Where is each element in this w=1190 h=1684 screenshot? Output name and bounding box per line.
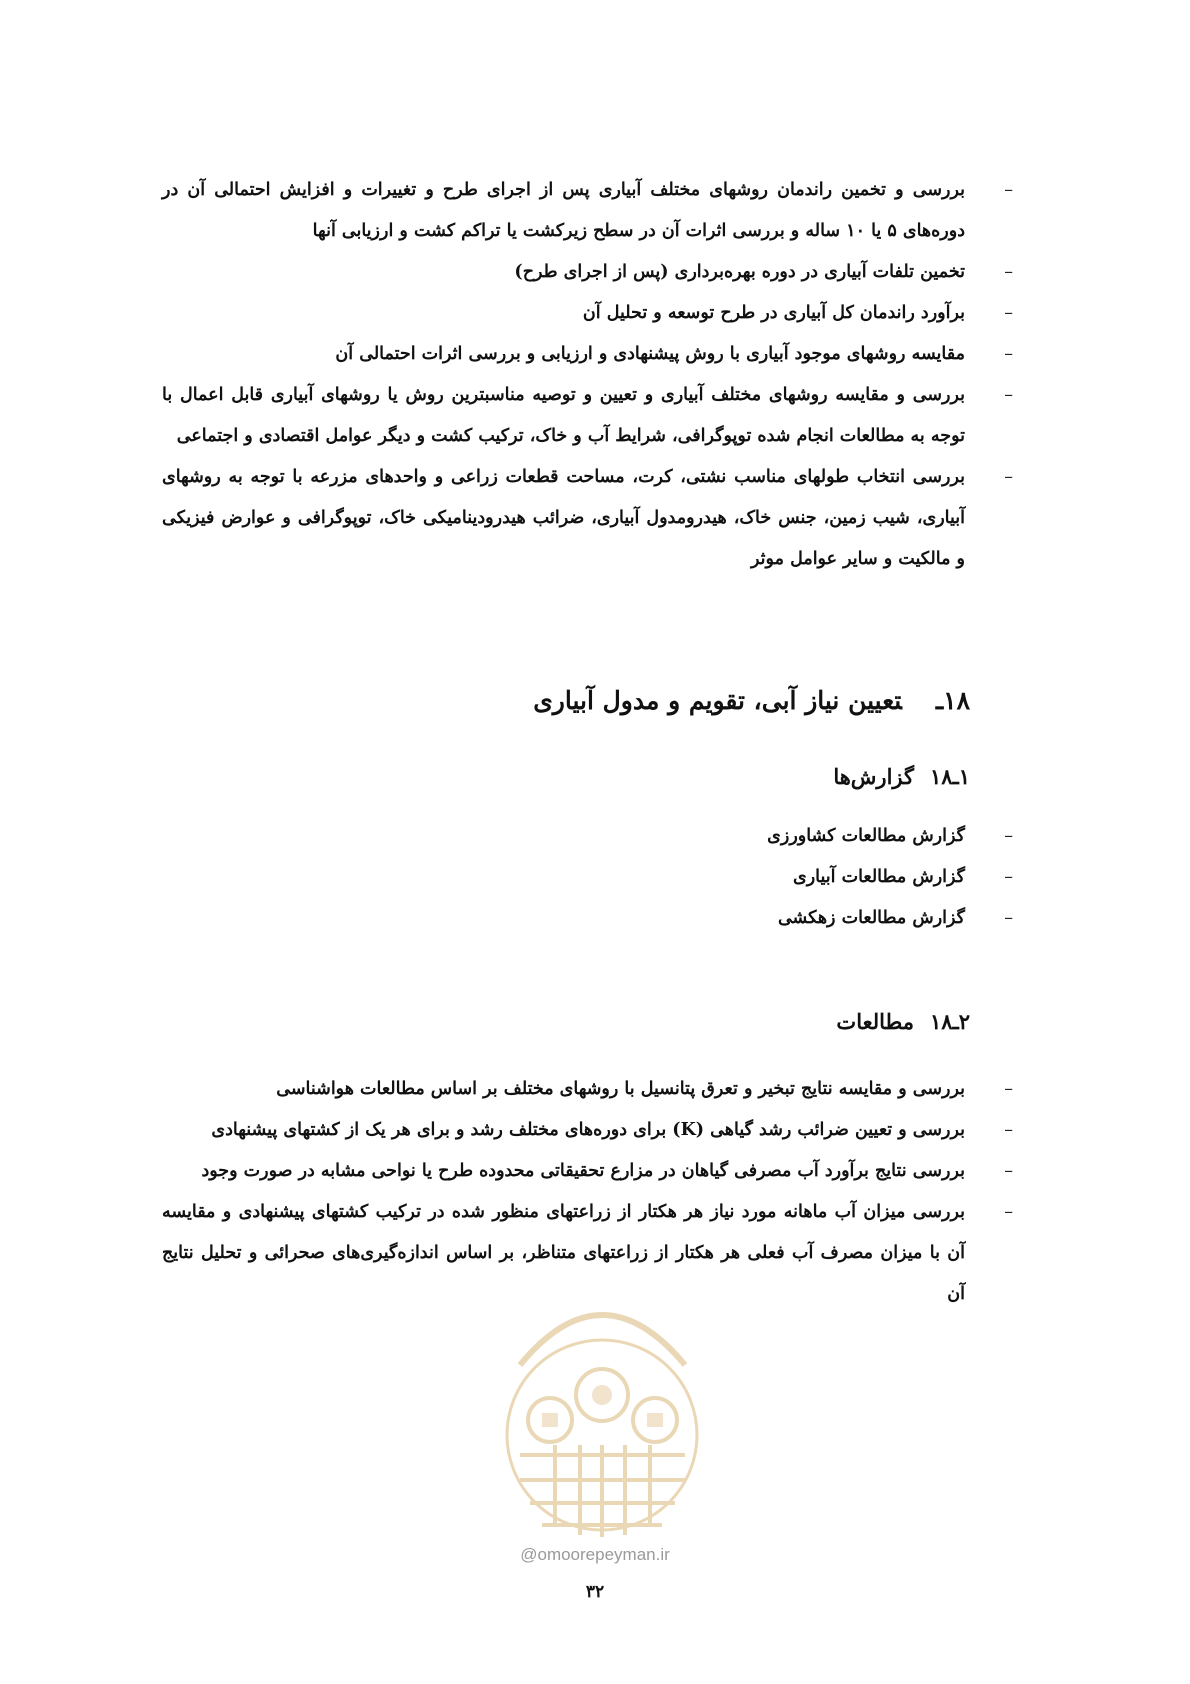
list-item-text: بررسی و تخمین راندمان روشهای مختلف آبیاری پس از اجرای طرح و تغییرات و افزایش احتمالی آن در دوره‌های ۵ یا ۱۰ ساله و بررسی اثرات آن در سطح زیرکشت یا تراکم کشت و ارزیابی آنها bbox=[162, 180, 965, 241]
bullet-dash: – bbox=[1004, 467, 1013, 487]
bullet-dash: – bbox=[1004, 1202, 1013, 1222]
subsection-title: گزارش‌ها bbox=[833, 764, 914, 789]
list-item-text: بررسی انتخاب طولهای مناسب نشتی، کرت، مساحت قطعات زراعی و واحدهای مزرعه با توجه به روشهای آبیاری، شیب زمین، جنس خاک، هیدرومدول آبیاری، ضرائب هیدرودینامیکی خاک، توپوگرافی و عوارض فیزیکی و مالکیت و سایر عوامل موثر bbox=[162, 467, 965, 569]
section-number: ۱۸ـ bbox=[935, 686, 970, 715]
bullet-dash: – bbox=[1004, 180, 1013, 200]
list-item bbox=[0, 170, 1190, 252]
subsection-number: ۲ـ۱۸ bbox=[930, 1009, 970, 1034]
subsection-heading-studies bbox=[836, 1009, 970, 1034]
list-item-text: بررسی و مقایسه نتایج تبخیر و تعرق پتانسیل با روشهای مختلف بر اساس مطالعات هواشناسی bbox=[276, 1079, 965, 1099]
list-item-text: گزارش مطالعات آبیاری bbox=[793, 867, 965, 887]
bullet-dash: – bbox=[1004, 344, 1013, 364]
subsection-number: ۱ـ۱۸ bbox=[930, 764, 970, 789]
list-item bbox=[0, 293, 1190, 334]
list-item bbox=[0, 375, 1190, 457]
list-item-text: برآورد راندمان کل آبیاری در طرح توسعه و تحلیل آن bbox=[582, 303, 965, 323]
list-item-text: بررسی و مقایسه روشهای مختلف آبیاری و تعیین و توصیه مناسبترین روش یا روشهای آبیاری قابل اعمال با توجه به مطالعات انجام شده توپوگرافی، شرایط آب و خاک، ترکیب کشت و دیگر عوامل اقتصادی و اجتماعی bbox=[162, 385, 965, 446]
list-item bbox=[0, 1110, 1190, 1151]
list-item-text: مقایسه روشهای موجود آبیاری با روش پیشنهادی و ارزیابی و بررسی اثرات احتمالی آن bbox=[335, 344, 965, 364]
list-item bbox=[0, 1151, 1190, 1192]
watermark-logo bbox=[480, 1245, 725, 1545]
list-item-text: بررسی نتایج برآورد آب مصرفی گیاهان در مزارع تحقیقاتی محدوده طرح یا نواحی مشابه در صورت وجود bbox=[201, 1161, 965, 1181]
watermark-site-text: omoorepeyman.ir bbox=[537, 1545, 670, 1564]
list-item bbox=[0, 816, 1190, 857]
bullet-list-reports bbox=[0, 816, 1190, 939]
bullet-dash: – bbox=[1004, 1079, 1013, 1099]
bullet-dash: – bbox=[1004, 908, 1013, 928]
section-title: تعیین نیاز آبی، تقویم و مدول آبیاری bbox=[533, 686, 902, 715]
bullet-dash: – bbox=[1004, 867, 1013, 887]
list-item bbox=[0, 898, 1190, 939]
subsection-heading-reports bbox=[833, 764, 970, 789]
page-number: ۳۲ bbox=[585, 1582, 605, 1602]
bullet-dash: – bbox=[1004, 1161, 1013, 1181]
subsection-title: مطالعات bbox=[836, 1009, 914, 1034]
watermark-site bbox=[0, 1545, 1190, 1565]
list-item-text: گزارش مطالعات کشاورزی bbox=[767, 826, 965, 846]
bullet-dash: – bbox=[1004, 262, 1013, 282]
list-item-text: تخمین تلفات آبیاری در دوره بهره‌برداری (پس از اجرای طرح) bbox=[514, 262, 965, 282]
list-item bbox=[0, 252, 1190, 293]
bullet-dash: – bbox=[1004, 303, 1013, 323]
at-icon: @ bbox=[520, 1545, 538, 1564]
list-item-text: گزارش مطالعات زهکشی bbox=[777, 908, 965, 928]
bullet-dash: – bbox=[1004, 826, 1013, 846]
section-heading bbox=[533, 686, 970, 715]
list-item bbox=[0, 857, 1190, 898]
list-item bbox=[0, 334, 1190, 375]
bullet-list-top bbox=[0, 170, 1190, 580]
list-item bbox=[0, 1069, 1190, 1110]
bullet-dash: – bbox=[1004, 1120, 1013, 1140]
list-item-text: بررسی میزان آب ماهانه مورد نیاز هر هکتار از زراعتهای منظور شده در ترکیب کشتهای پیشنهادی و مقایسه آن با میزان مصرف آب فعلی هر هکتار از زراعتهای متناظر، بر اساس اندازه‌گیری‌های صحرائی و تحلیل نتایج آن bbox=[162, 1202, 965, 1304]
bullet-dash: – bbox=[1004, 385, 1013, 405]
list-item-text: بررسی و تعیین ضرائب رشد گیاهی (K) برای دوره‌های مختلف رشد و برای هر یک از کشتهای پیشنهادی bbox=[211, 1120, 965, 1140]
list-item bbox=[0, 457, 1190, 580]
